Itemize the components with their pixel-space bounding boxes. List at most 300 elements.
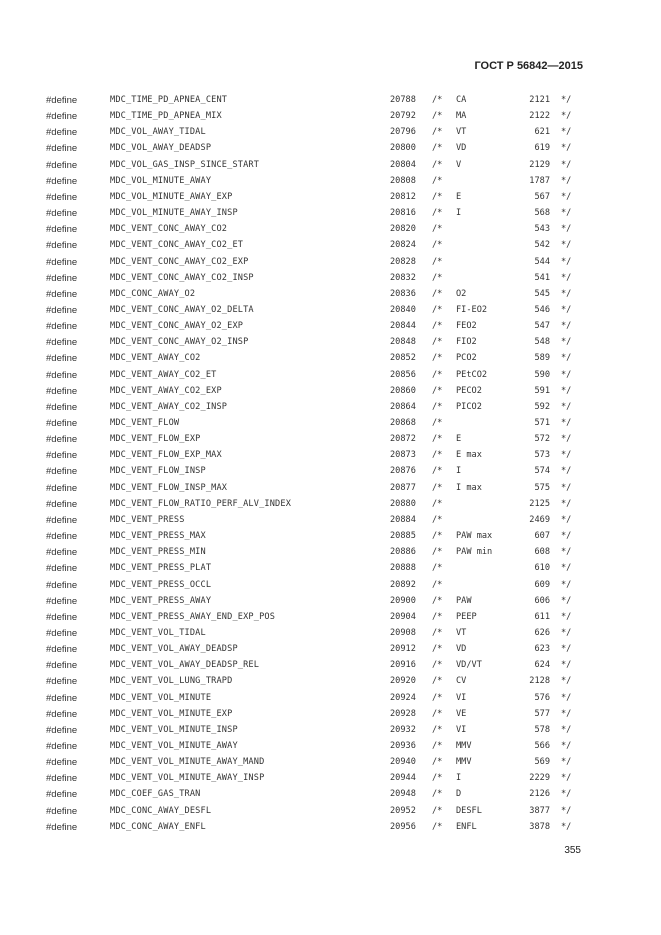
define-row xyxy=(0,644,661,658)
define-directive: #define xyxy=(46,708,78,720)
comment-open: /* xyxy=(432,579,443,590)
comment-close: */ xyxy=(561,821,572,832)
define-directive: #define xyxy=(46,676,78,688)
comment-open: /* xyxy=(432,256,443,267)
abbreviation: CV xyxy=(456,676,467,687)
abbreviation: FEO2 xyxy=(456,321,477,332)
comment-open: /* xyxy=(432,272,443,283)
abbreviation: MA xyxy=(456,111,467,122)
comment-open: /* xyxy=(432,595,443,606)
define-directive: #define xyxy=(46,644,78,656)
comment-close: */ xyxy=(561,724,572,735)
reference-number: 1787 xyxy=(529,175,550,186)
reference-number: 544 xyxy=(534,256,550,267)
abbreviation: VT xyxy=(456,127,467,138)
constant-name: MDC_VENT_VOL_MINUTE_AWAY xyxy=(110,741,238,751)
reference-number: 591 xyxy=(534,385,550,396)
constant-name: MDC_VENT_FLOW_INSP_MAX xyxy=(110,482,228,493)
code-value: 20860 xyxy=(390,385,416,396)
define-row xyxy=(0,806,661,820)
comment-open: /* xyxy=(432,547,443,558)
code-value: 20828 xyxy=(390,256,416,267)
comment-close: */ xyxy=(561,288,572,299)
define-row xyxy=(0,580,661,594)
define-directive: #define xyxy=(46,369,78,381)
constant-name: MDC_VENT_CONC_AWAY_CO2_ET xyxy=(110,240,244,251)
define-row xyxy=(0,192,661,206)
reference-number: 568 xyxy=(534,208,550,219)
define-directive: #define xyxy=(46,434,78,446)
comment-open: /* xyxy=(432,175,443,186)
comment-close: */ xyxy=(561,466,572,477)
define-directive: #define xyxy=(46,256,78,268)
constant-name: MDC_CONC_AWAY_ENFL xyxy=(110,821,206,832)
abbreviation: V xyxy=(456,159,462,170)
abbreviation: PCO2 xyxy=(456,353,477,364)
abbreviation: VD xyxy=(456,644,467,655)
define-row xyxy=(0,531,661,545)
define-row xyxy=(0,240,661,254)
constant-name: MDC_VENT_VOL_AWAY_DEADSP_REL xyxy=(110,660,260,671)
comment-open: /* xyxy=(432,805,443,816)
comment-open: /* xyxy=(432,724,443,735)
abbreviation: E xyxy=(456,191,462,202)
reference-number: 2229 xyxy=(529,773,550,784)
comment-open: /* xyxy=(432,563,443,574)
define-directive: #define xyxy=(46,466,78,478)
reference-number: 541 xyxy=(534,272,550,283)
abbreviation: PEEP xyxy=(456,611,477,622)
define-row xyxy=(0,95,661,109)
code-value: 20796 xyxy=(390,127,416,138)
define-row xyxy=(0,273,661,287)
code-value: 20824 xyxy=(390,240,416,251)
define-directive: #define xyxy=(46,482,78,494)
constant-name: MDC_COEF_GAS_TRAN xyxy=(110,789,201,800)
comment-open: /* xyxy=(432,111,443,122)
define-directive: #define xyxy=(46,692,78,704)
reference-number: 548 xyxy=(534,337,550,348)
code-value: 20840 xyxy=(390,304,416,315)
constant-name: MDC_VENT_AWAY_CO2_ET xyxy=(110,369,217,380)
define-row xyxy=(0,709,661,723)
abbreviation: E xyxy=(456,434,462,445)
abbreviation: PAW xyxy=(456,595,472,606)
code-value: 20873 xyxy=(390,450,416,461)
constant-name: MDC_VENT_PRESS_AWAY_END_EXP_POS xyxy=(110,611,276,622)
abbreviation: FI-EO2 xyxy=(456,304,488,315)
constant-name: MDC_VENT_AWAY_CO2_INSP xyxy=(110,401,228,412)
define-directive: #define xyxy=(46,724,78,736)
code-value: 20936 xyxy=(390,741,416,751)
define-row xyxy=(0,741,661,755)
define-directive: #define xyxy=(46,401,78,413)
comment-close: */ xyxy=(561,514,572,525)
comment-close: */ xyxy=(561,434,572,445)
comment-open: /* xyxy=(432,208,443,219)
code-value: 20848 xyxy=(390,337,416,348)
define-directive: #define xyxy=(46,418,78,429)
define-directive: #define xyxy=(46,95,78,106)
comment-close: */ xyxy=(561,450,572,461)
define-directive: #define xyxy=(46,611,78,623)
comment-close: */ xyxy=(561,773,572,784)
comment-open: /* xyxy=(432,627,443,638)
code-value: 20880 xyxy=(390,498,416,509)
code-value: 20836 xyxy=(390,288,416,299)
comment-open: /* xyxy=(432,450,443,461)
define-directive: #define xyxy=(46,563,78,575)
reference-number: 546 xyxy=(534,304,550,315)
code-value: 20932 xyxy=(390,724,416,735)
comment-open: /* xyxy=(432,821,443,832)
abbreviation: VI xyxy=(456,724,467,735)
code-value: 20944 xyxy=(390,773,416,784)
reference-number: 542 xyxy=(534,240,550,251)
code-value: 20924 xyxy=(390,692,416,703)
define-directive: #define xyxy=(46,288,78,300)
abbreviation: I xyxy=(456,208,462,219)
comment-close: */ xyxy=(561,498,572,509)
abbreviation: D xyxy=(456,789,462,800)
reference-number: 2129 xyxy=(529,159,550,170)
constant-name: MDC_VOL_GAS_INSP_SINCE_START xyxy=(110,159,260,170)
comment-close: */ xyxy=(561,208,572,219)
code-value: 20920 xyxy=(390,676,416,687)
define-directive: #define xyxy=(46,321,78,333)
reference-number: 619 xyxy=(534,143,550,154)
define-row xyxy=(0,370,661,384)
define-directive: #define xyxy=(46,773,78,785)
constant-name: MDC_VENT_VOL_MINUTE_INSP xyxy=(110,724,238,735)
define-row xyxy=(0,773,661,787)
comment-close: */ xyxy=(561,175,572,186)
define-directive: #define xyxy=(46,595,78,607)
define-row xyxy=(0,693,661,707)
constant-name: MDC_VENT_FLOW_RATIO_PERF_ALV_INDEX xyxy=(110,498,292,509)
code-value: 20872 xyxy=(390,434,416,445)
comment-close: */ xyxy=(561,353,572,364)
constant-name: MDC_VENT_CONC_AWAY_O2_INSP xyxy=(110,337,249,348)
define-row xyxy=(0,547,661,561)
reference-number: 2126 xyxy=(529,789,550,800)
comment-open: /* xyxy=(432,482,443,493)
abbreviation: I xyxy=(456,466,462,477)
define-row xyxy=(0,224,661,238)
define-directive: #define xyxy=(46,547,78,559)
code-value: 20888 xyxy=(390,563,416,574)
define-directive: #define xyxy=(46,111,78,123)
define-directive: #define xyxy=(46,660,78,672)
constant-name: MDC_VENT_VOL_TIDAL xyxy=(110,627,206,638)
comment-open: /* xyxy=(432,95,443,105)
define-directive: #define xyxy=(46,224,78,236)
define-row xyxy=(0,111,661,125)
reference-number: 623 xyxy=(534,644,550,655)
code-value: 20940 xyxy=(390,757,416,768)
code-value: 20912 xyxy=(390,644,416,655)
define-row xyxy=(0,596,661,610)
comment-open: /* xyxy=(432,321,443,332)
define-directive: #define xyxy=(46,789,78,801)
reference-number: 577 xyxy=(534,708,550,719)
define-row xyxy=(0,789,661,803)
define-directive: #define xyxy=(46,208,78,220)
define-row xyxy=(0,466,661,480)
reference-number: 576 xyxy=(534,692,550,703)
code-value: 20892 xyxy=(390,579,416,590)
comment-open: /* xyxy=(432,611,443,622)
define-directive: #define xyxy=(46,741,78,752)
comment-open: /* xyxy=(432,143,443,154)
reference-number: 611 xyxy=(534,611,550,622)
code-value: 20804 xyxy=(390,159,416,170)
define-row xyxy=(0,353,661,367)
constant-name: MDC_CONC_AWAY_DESFL xyxy=(110,805,212,816)
reference-number: 566 xyxy=(534,741,550,751)
constant-name: MDC_VENT_PRESS xyxy=(110,514,185,525)
reference-number: 2469 xyxy=(529,514,550,525)
constant-name: MDC_VENT_AWAY_CO2 xyxy=(110,353,201,364)
constant-name: MDC_VENT_FLOW_EXP_MAX xyxy=(110,450,222,461)
comment-open: /* xyxy=(432,692,443,703)
abbreviation: CA xyxy=(456,95,467,105)
comment-close: */ xyxy=(561,337,572,348)
abbreviation: PAW max xyxy=(456,531,493,542)
comment-open: /* xyxy=(432,773,443,784)
reference-number: 545 xyxy=(534,288,550,299)
comment-close: */ xyxy=(561,789,572,800)
reference-number: 547 xyxy=(534,321,550,332)
abbreviation: VD/VT xyxy=(456,660,482,671)
comment-close: */ xyxy=(561,482,572,493)
reference-number: 589 xyxy=(534,353,550,364)
constant-name: MDC_VOL_MINUTE_AWAY xyxy=(110,175,212,186)
define-directive: #define xyxy=(46,127,78,139)
reference-number: 567 xyxy=(534,191,550,202)
comment-open: /* xyxy=(432,353,443,364)
code-value: 20812 xyxy=(390,191,416,202)
define-row xyxy=(0,628,661,642)
code-value: 20956 xyxy=(390,821,416,832)
abbreviation: VT xyxy=(456,627,467,638)
comment-open: /* xyxy=(432,418,443,428)
standard-header: ГОСТ Р 56842—2015 xyxy=(474,60,583,72)
code-value: 20948 xyxy=(390,789,416,800)
reference-number: 590 xyxy=(534,369,550,380)
comment-open: /* xyxy=(432,466,443,477)
abbreviation: I max xyxy=(456,482,482,493)
define-row xyxy=(0,321,661,335)
code-value: 20952 xyxy=(390,805,416,816)
code-value: 20868 xyxy=(390,418,416,428)
constant-name: MDC_VOL_MINUTE_AWAY_INSP xyxy=(110,208,238,219)
constant-name: MDC_TIME_PD_APNEA_MIX xyxy=(110,111,222,122)
reference-number: 573 xyxy=(534,450,550,461)
comment-open: /* xyxy=(432,644,443,655)
constant-name: MDC_VENT_FLOW xyxy=(110,418,180,428)
define-directive: #define xyxy=(46,821,78,833)
code-value: 20904 xyxy=(390,611,416,622)
code-value: 20792 xyxy=(390,111,416,122)
define-directive: #define xyxy=(46,514,78,526)
define-row xyxy=(0,612,661,626)
code-value: 20908 xyxy=(390,627,416,638)
define-directive: #define xyxy=(46,175,78,187)
define-row xyxy=(0,257,661,271)
abbreviation: FIO2 xyxy=(456,337,477,348)
define-row xyxy=(0,483,661,497)
code-value: 20900 xyxy=(390,595,416,606)
abbreviation: I xyxy=(456,773,462,784)
comment-open: /* xyxy=(432,660,443,671)
abbreviation: ENFL xyxy=(456,821,477,832)
define-directive: #define xyxy=(46,385,78,397)
comment-close: */ xyxy=(561,692,572,703)
reference-number: 624 xyxy=(534,660,550,671)
abbreviation: VE xyxy=(456,708,467,719)
abbreviation: O2 xyxy=(456,288,467,299)
constant-name: MDC_TIME_PD_APNEA_CENT xyxy=(110,95,228,105)
comment-open: /* xyxy=(432,191,443,202)
code-value: 20816 xyxy=(390,208,416,219)
comment-close: */ xyxy=(561,676,572,687)
define-row xyxy=(0,499,661,513)
constant-name: MDC_VENT_FLOW_EXP xyxy=(110,434,201,445)
constant-name: MDC_VENT_CONC_AWAY_CO2_EXP xyxy=(110,256,249,267)
comment-open: /* xyxy=(432,369,443,380)
constant-name: MDC_VENT_PRESS_MIN xyxy=(110,547,206,558)
constant-name: MDC_VENT_FLOW_INSP xyxy=(110,466,206,477)
comment-open: /* xyxy=(432,708,443,719)
define-row xyxy=(0,676,661,690)
code-value: 20852 xyxy=(390,353,416,364)
code-value: 20864 xyxy=(390,401,416,412)
constant-name: MDC_VOL_AWAY_TIDAL xyxy=(110,127,206,138)
define-directive: #define xyxy=(46,191,78,203)
reference-number: 621 xyxy=(534,127,550,138)
comment-close: */ xyxy=(561,256,572,267)
code-value: 20788 xyxy=(390,95,416,105)
code-value: 20808 xyxy=(390,175,416,186)
define-directive: #define xyxy=(46,805,78,817)
define-row xyxy=(0,127,661,141)
comment-close: */ xyxy=(561,660,572,671)
reference-number: 572 xyxy=(534,434,550,445)
abbreviation: PEtCO2 xyxy=(456,369,488,380)
constant-name: MDC_VOL_MINUTE_AWAY_EXP xyxy=(110,191,233,202)
comment-close: */ xyxy=(561,385,572,396)
define-row xyxy=(0,143,661,157)
define-directive: #define xyxy=(46,143,78,155)
reference-number: 2122 xyxy=(529,111,550,122)
code-value: 20800 xyxy=(390,143,416,154)
comment-close: */ xyxy=(561,111,572,122)
comment-open: /* xyxy=(432,676,443,687)
reference-number: 3877 xyxy=(529,805,550,816)
constant-name: MDC_VENT_VOL_MINUTE_EXP xyxy=(110,708,233,719)
define-directive: #define xyxy=(46,531,78,543)
constant-name: MDC_VENT_CONC_AWAY_CO2 xyxy=(110,224,228,235)
abbreviation: VI xyxy=(456,692,467,703)
define-directive: #define xyxy=(46,240,78,252)
reference-number: 3878 xyxy=(529,821,550,832)
constant-name: MDC_VENT_VOL_MINUTE xyxy=(110,692,212,703)
comment-open: /* xyxy=(432,240,443,251)
constant-name: MDC_VENT_PRESS_MAX xyxy=(110,531,206,542)
define-row xyxy=(0,660,661,674)
define-row xyxy=(0,402,661,416)
comment-close: */ xyxy=(561,579,572,590)
reference-number: 607 xyxy=(534,531,550,542)
comment-close: */ xyxy=(561,627,572,638)
comment-close: */ xyxy=(561,595,572,606)
comment-open: /* xyxy=(432,789,443,800)
code-value: 20832 xyxy=(390,272,416,283)
code-value: 20844 xyxy=(390,321,416,332)
comment-close: */ xyxy=(561,644,572,655)
define-directive: #define xyxy=(46,627,78,639)
comment-close: */ xyxy=(561,757,572,768)
define-row xyxy=(0,757,661,771)
constant-name: MDC_VENT_PRESS_PLAT xyxy=(110,563,212,574)
define-directive: #define xyxy=(46,272,78,284)
comment-open: /* xyxy=(432,304,443,315)
define-row xyxy=(0,563,661,577)
comment-close: */ xyxy=(561,224,572,235)
abbreviation: PAW min xyxy=(456,547,493,558)
define-row xyxy=(0,176,661,190)
constant-name: MDC_VENT_AWAY_CO2_EXP xyxy=(110,385,222,396)
abbreviation: E max xyxy=(456,450,482,461)
reference-number: 626 xyxy=(534,627,550,638)
comment-open: /* xyxy=(432,288,443,299)
define-row xyxy=(0,822,661,836)
comment-open: /* xyxy=(432,531,443,542)
reference-number: 2121 xyxy=(529,95,550,105)
reference-number: 608 xyxy=(534,547,550,558)
reference-number: 2128 xyxy=(529,676,550,687)
comment-open: /* xyxy=(432,385,443,396)
comment-open: /* xyxy=(432,757,443,768)
reference-number: 574 xyxy=(534,466,550,477)
define-directive: #define xyxy=(46,757,78,769)
reference-number: 610 xyxy=(534,563,550,574)
abbreviation: PICO2 xyxy=(456,401,482,412)
code-value: 20885 xyxy=(390,531,416,542)
code-value: 20876 xyxy=(390,466,416,477)
comment-close: */ xyxy=(561,240,572,251)
comment-open: /* xyxy=(432,741,443,751)
define-row xyxy=(0,725,661,739)
constant-name: MDC_VENT_VOL_MINUTE_AWAY_MAND xyxy=(110,757,265,768)
constant-name: MDC_CONC_AWAY_O2 xyxy=(110,288,196,299)
code-value: 20916 xyxy=(390,660,416,671)
reference-number: 543 xyxy=(534,224,550,235)
comment-close: */ xyxy=(561,418,572,428)
code-value: 20884 xyxy=(390,514,416,525)
page-number: 355 xyxy=(564,845,581,856)
reference-number: 606 xyxy=(534,595,550,606)
define-row xyxy=(0,386,661,400)
comment-close: */ xyxy=(561,547,572,558)
code-value: 20928 xyxy=(390,708,416,719)
reference-number: 578 xyxy=(534,724,550,735)
abbreviation: VD xyxy=(456,143,467,154)
comment-close: */ xyxy=(561,159,572,170)
comment-close: */ xyxy=(561,127,572,138)
constant-name: MDC_VENT_VOL_AWAY_DEADSP xyxy=(110,644,238,655)
